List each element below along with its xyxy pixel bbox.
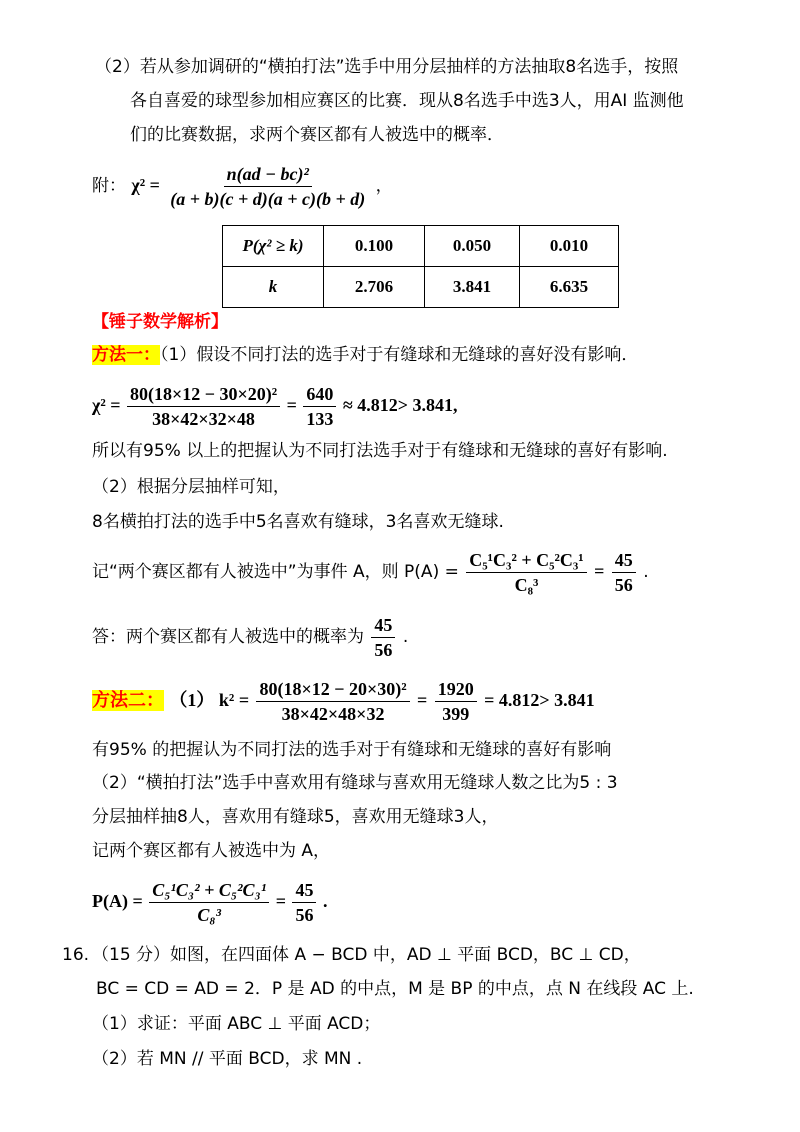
method1-event-fraction [466, 549, 586, 596]
method1-event-tail: . [643, 562, 649, 582]
method2-k-numerator: 80(18×12 − 20×30)² [256, 678, 409, 702]
method2-part1-prefix: （1） k² = [169, 690, 250, 710]
method2-part2-line1: （2）“横拍打法”选手中喜欢用有缝球与喜欢用无缝球人数之比为5 : 3 [92, 773, 618, 793]
problem16-line2: BC = CD = AD = 2．P 是 AD 的中点，M 是 BP 的中点，点 N 在线段 AC 上. [96, 979, 694, 999]
table-cell: 2.706 [324, 267, 425, 308]
method1-answer-numerator: 45 [371, 614, 395, 638]
method2-k-square-formula [92, 675, 595, 726]
method1-chi-fraction [127, 383, 280, 430]
method1-chi-lhs: χ² = [92, 395, 121, 415]
method2-conclusion: 有95% 的把握认为不同打法的选手对于有缝球和无缝球的喜好有影响 [92, 740, 612, 760]
method2-p-lhs: P(A) = [92, 891, 143, 911]
method1-event-formula [92, 546, 649, 597]
method2-k-numerator2: 1920 [435, 678, 477, 702]
method2-p-denominator: C₈³ [197, 905, 222, 926]
method1-conclusion: 所以有95% 以上的把握认为不同打法选手对于有缝球和无缝球的喜好有影响. [92, 441, 668, 461]
method1-answer-text: 答：两个赛区都有人被选中的概率为 [92, 627, 364, 647]
method2-p-numerator: C₅¹C₃² + C₅²C₃¹ [149, 879, 269, 903]
method2-label: 方法二： [92, 690, 164, 711]
critical-value-table [222, 225, 619, 308]
appendix-formula-lhs: χ² = [131, 175, 160, 195]
method1-event-numerator: C₅¹C₃² + C₅²C₃¹ [466, 549, 586, 573]
table-cell: 6.635 [520, 267, 619, 308]
method1-event-denominator2: 56 [614, 574, 633, 595]
method1-chi-numerator2: 640 [303, 383, 336, 407]
table-cell: 3.841 [425, 267, 520, 308]
problem16-number: 16. [62, 945, 90, 965]
method2-p-fraction2 [292, 879, 316, 926]
method1-event-fraction2 [612, 549, 636, 596]
table-row [223, 226, 619, 267]
table-cell: P(χ² ≥ k) [223, 226, 324, 267]
method1-chi-denominator2: 133 [306, 409, 334, 430]
appendix-label: 附： [92, 176, 126, 196]
method1-chi-square-formula [92, 380, 458, 430]
method2-k-denominator2: 399 [442, 703, 470, 724]
method1-event-denominator: C₈³ [514, 574, 539, 595]
table-cell: 0.100 [324, 226, 425, 267]
problem16-line1: （15 分）如图，在四面体 A − BCD 中，AD ⊥ 平面 BCD，BC ⊥ CD， [92, 945, 641, 965]
appendix-formula-numerator: n(ad − bc)² [224, 163, 312, 187]
method2-k-fraction [256, 678, 409, 725]
problem15-part2-line3: 们的比赛数据，求两个赛区都有人被选中的概率． [130, 125, 504, 145]
method1-answer-tail: . [402, 627, 409, 647]
method1-chi-equals: = [286, 395, 297, 415]
method2-p-equals: = [275, 891, 286, 911]
appendix-formula-tail: ， [375, 176, 393, 196]
problem16-line4: （2）若 MN // 平面 BCD，求 MN . [92, 1049, 363, 1069]
problem15-part2-line2: 各自喜爱的球型参加相应赛区的比赛．现从8名选手中选3人，用AI 监测他 [130, 91, 684, 111]
appendix-formula-fraction [167, 163, 368, 210]
table-cell: 0.050 [425, 226, 520, 267]
method1-answer-fraction [371, 614, 395, 661]
method1-label: 方法一： [92, 345, 160, 365]
method1-chi-fraction2 [303, 383, 336, 430]
method1-part1-line [92, 344, 638, 366]
table-row [223, 267, 619, 308]
method1-part2-line: 8名横拍打法的选手中5名喜欢有缝球，3名喜欢无缝球. [92, 512, 504, 532]
method2-part2-line2: 分层抽样抽8人，喜欢用有缝球5，喜欢用无缝球3人， [92, 807, 499, 827]
method2-k-equals: = [417, 690, 428, 710]
method2-k-fraction2 [435, 678, 477, 725]
problem15-part2-line1: （2）若从参加调研的“横拍打法”选手中用分层抽样的方法抽取8名选手，按照 [95, 57, 679, 77]
method2-k-tail: = 4.812> 3.841 [484, 690, 595, 710]
method1-part2-intro: （2）根据分层抽样可知， [92, 477, 290, 497]
method1-chi-tail: ≈ 4.812> 3.841, [342, 395, 458, 415]
method2-k-denominator: 38×42×48×32 [281, 703, 385, 724]
appendix-formula-denominator: (a + b)(c + d)(a + c)(b + d) [170, 188, 366, 209]
method1-event-numerator2: 45 [612, 549, 636, 573]
method1-chi-denominator: 38×42×32×48 [152, 409, 255, 430]
method1-chi-numerator: 80(18×12 − 30×20)² [127, 383, 280, 407]
method1-event-equals: = [594, 561, 605, 581]
method1-answer-denominator: 56 [374, 639, 393, 660]
method2-part2-line3: 记两个赛区都有人被选中为 A， [92, 841, 331, 861]
method2-p-tail: . [322, 891, 328, 911]
appendix-formula [92, 160, 393, 211]
table-cell: k [223, 267, 324, 308]
method2-p-denominator2: 56 [295, 905, 314, 926]
method2-p-numerator2: 45 [292, 879, 316, 903]
method1-answer [92, 612, 408, 662]
method1-event-text: 记“两个赛区都有人被选中”为事件 A，则 P(A) = [92, 562, 459, 582]
table-cell: 0.010 [520, 226, 619, 267]
solution-heading: 【锤子数学解析】 [92, 312, 228, 332]
method1-part1-intro: （1）假设不同打法的选手对于有缝球和无缝球的喜好没有影响． [160, 345, 639, 365]
method2-probability-formula [92, 876, 327, 926]
method2-p-fraction [149, 879, 269, 926]
problem16-line3: （1）求证：平面 ABC ⊥ 平面 ACD； [92, 1014, 381, 1034]
